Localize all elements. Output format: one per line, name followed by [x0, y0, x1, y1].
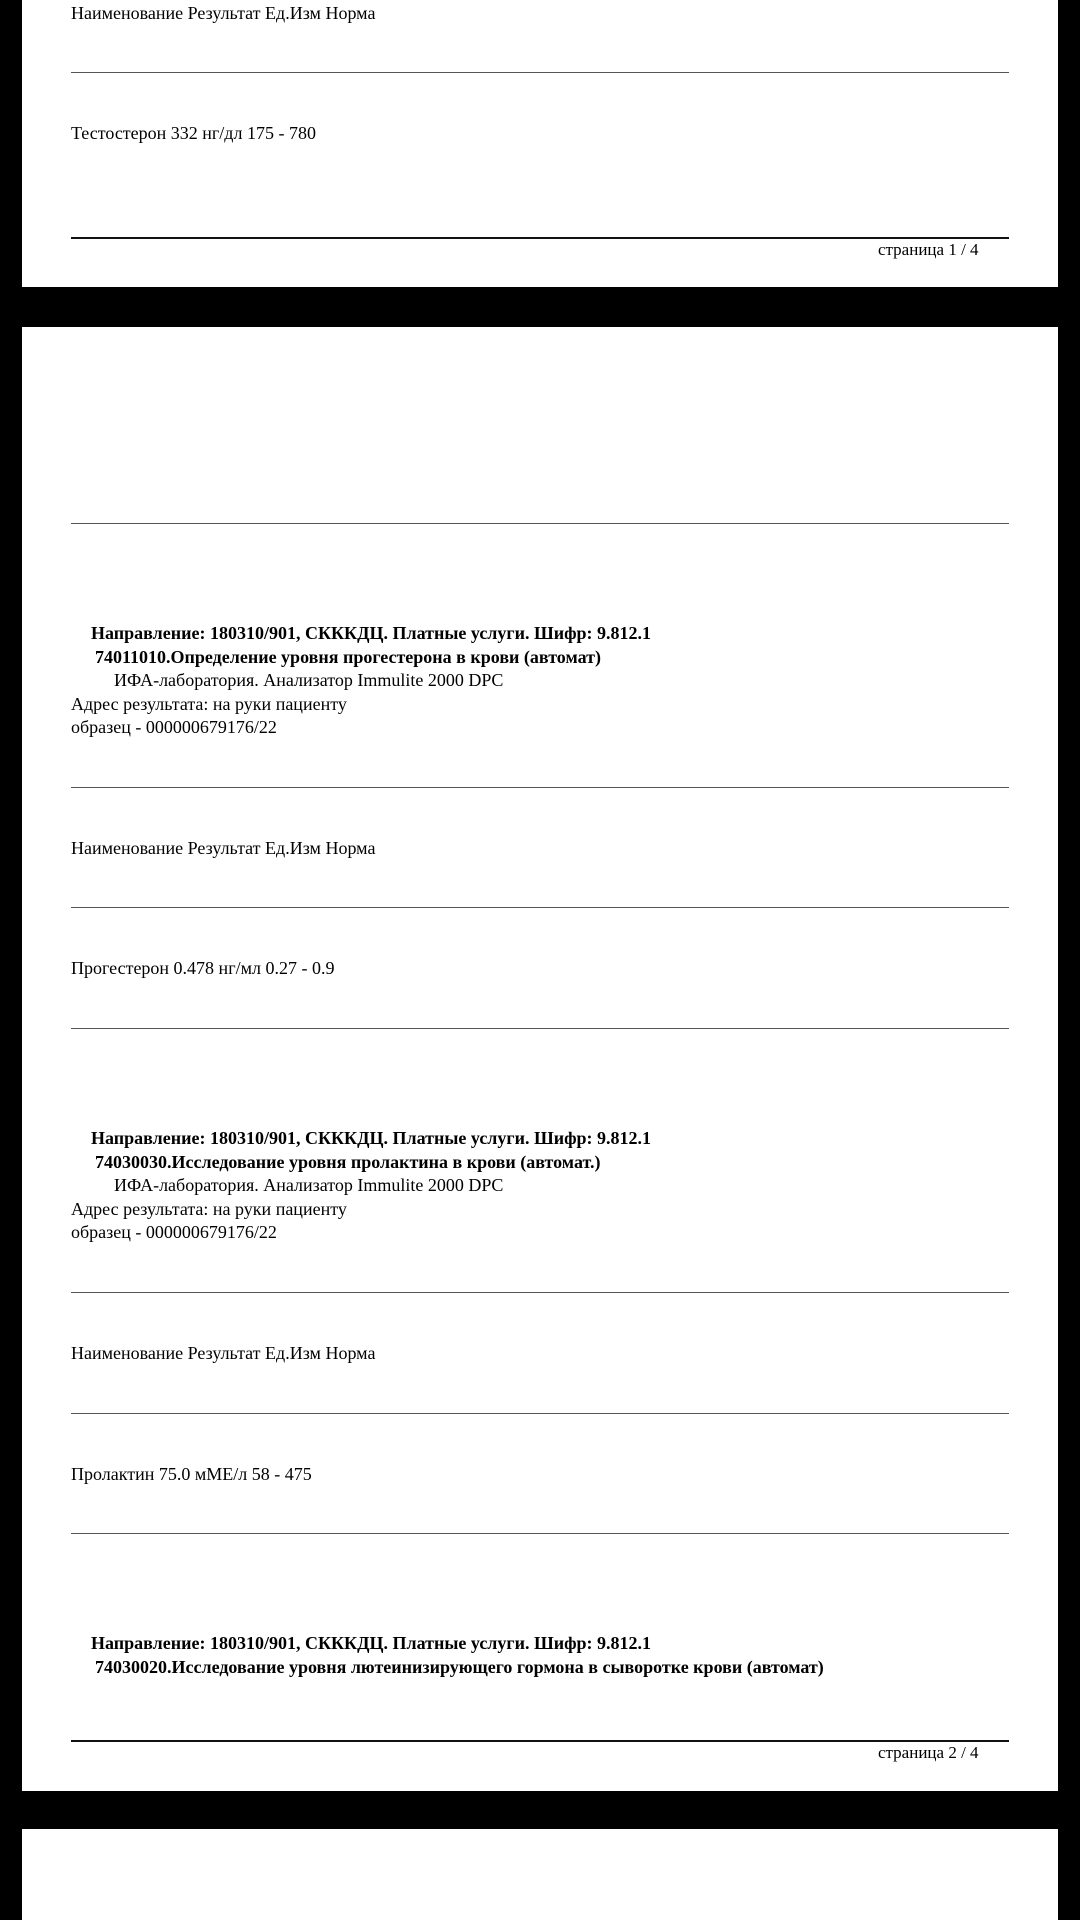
lab-line: ИФА-лаборатория. Анализатор Immulite 2000 DPC — [114, 670, 504, 690]
page-footer-divider — [71, 237, 1009, 239]
table-header: Наименование Результат Ед.Изм Норма — [71, 3, 376, 23]
result-address: Адрес результата: на руки пациенту — [71, 1199, 347, 1219]
document-page-1 — [22, 0, 1058, 287]
page-number: страница 1 / 4 — [878, 240, 979, 259]
table-header: Наименование Результат Ед.Изм Норма — [71, 838, 376, 858]
divider — [71, 907, 1009, 908]
result-row-testosterone: Тестостерон 332 нг/дл 175 - 780 — [71, 123, 316, 143]
test-name: 74011010.Определение уровня прогестерона в крови (автомат) — [95, 647, 601, 667]
document-page-3 — [22, 1829, 1058, 1920]
divider — [71, 1533, 1009, 1534]
referral-line: Направление: 180310/901, СКККДЦ. Платные услуги. Шифр: 9.812.1 — [91, 1633, 652, 1653]
result-address: Адрес результата: на руки пациенту — [71, 694, 347, 714]
sample-id: образец - 000000679176/22 — [71, 717, 277, 737]
lab-line: ИФА-лаборатория. Анализатор Immulite 2000 DPC — [114, 1175, 504, 1195]
divider — [71, 523, 1009, 524]
table-header: Наименование Результат Ед.Изм Норма — [71, 1343, 376, 1363]
result-row-prolactin: Пролактин 75.0 мМЕ/л 58 - 475 — [71, 1464, 312, 1484]
divider — [71, 1413, 1009, 1414]
divider — [71, 72, 1009, 73]
result-row-progesterone: Прогестерон 0.478 нг/мл 0.27 - 0.9 — [71, 958, 335, 978]
sample-id: образец - 000000679176/22 — [71, 1222, 277, 1242]
referral-line: Направление: 180310/901, СКККДЦ. Платные услуги. Шифр: 9.812.1 — [91, 1128, 652, 1148]
page-footer-divider — [71, 1740, 1009, 1742]
document-page-2 — [22, 327, 1058, 1791]
divider — [71, 787, 1009, 788]
divider — [71, 1292, 1009, 1293]
test-name: 74030030.Исследование уровня пролактина в крови (автомат.) — [95, 1152, 601, 1172]
test-name: 74030020.Исследование уровня лютеинизирующего гормона в сыворотке крови (автомат) — [95, 1657, 824, 1677]
referral-line: Направление: 180310/901, СКККДЦ. Платные услуги. Шифр: 9.812.1 — [91, 623, 652, 643]
page-number: страница 2 / 4 — [878, 1743, 979, 1762]
divider — [71, 1028, 1009, 1029]
